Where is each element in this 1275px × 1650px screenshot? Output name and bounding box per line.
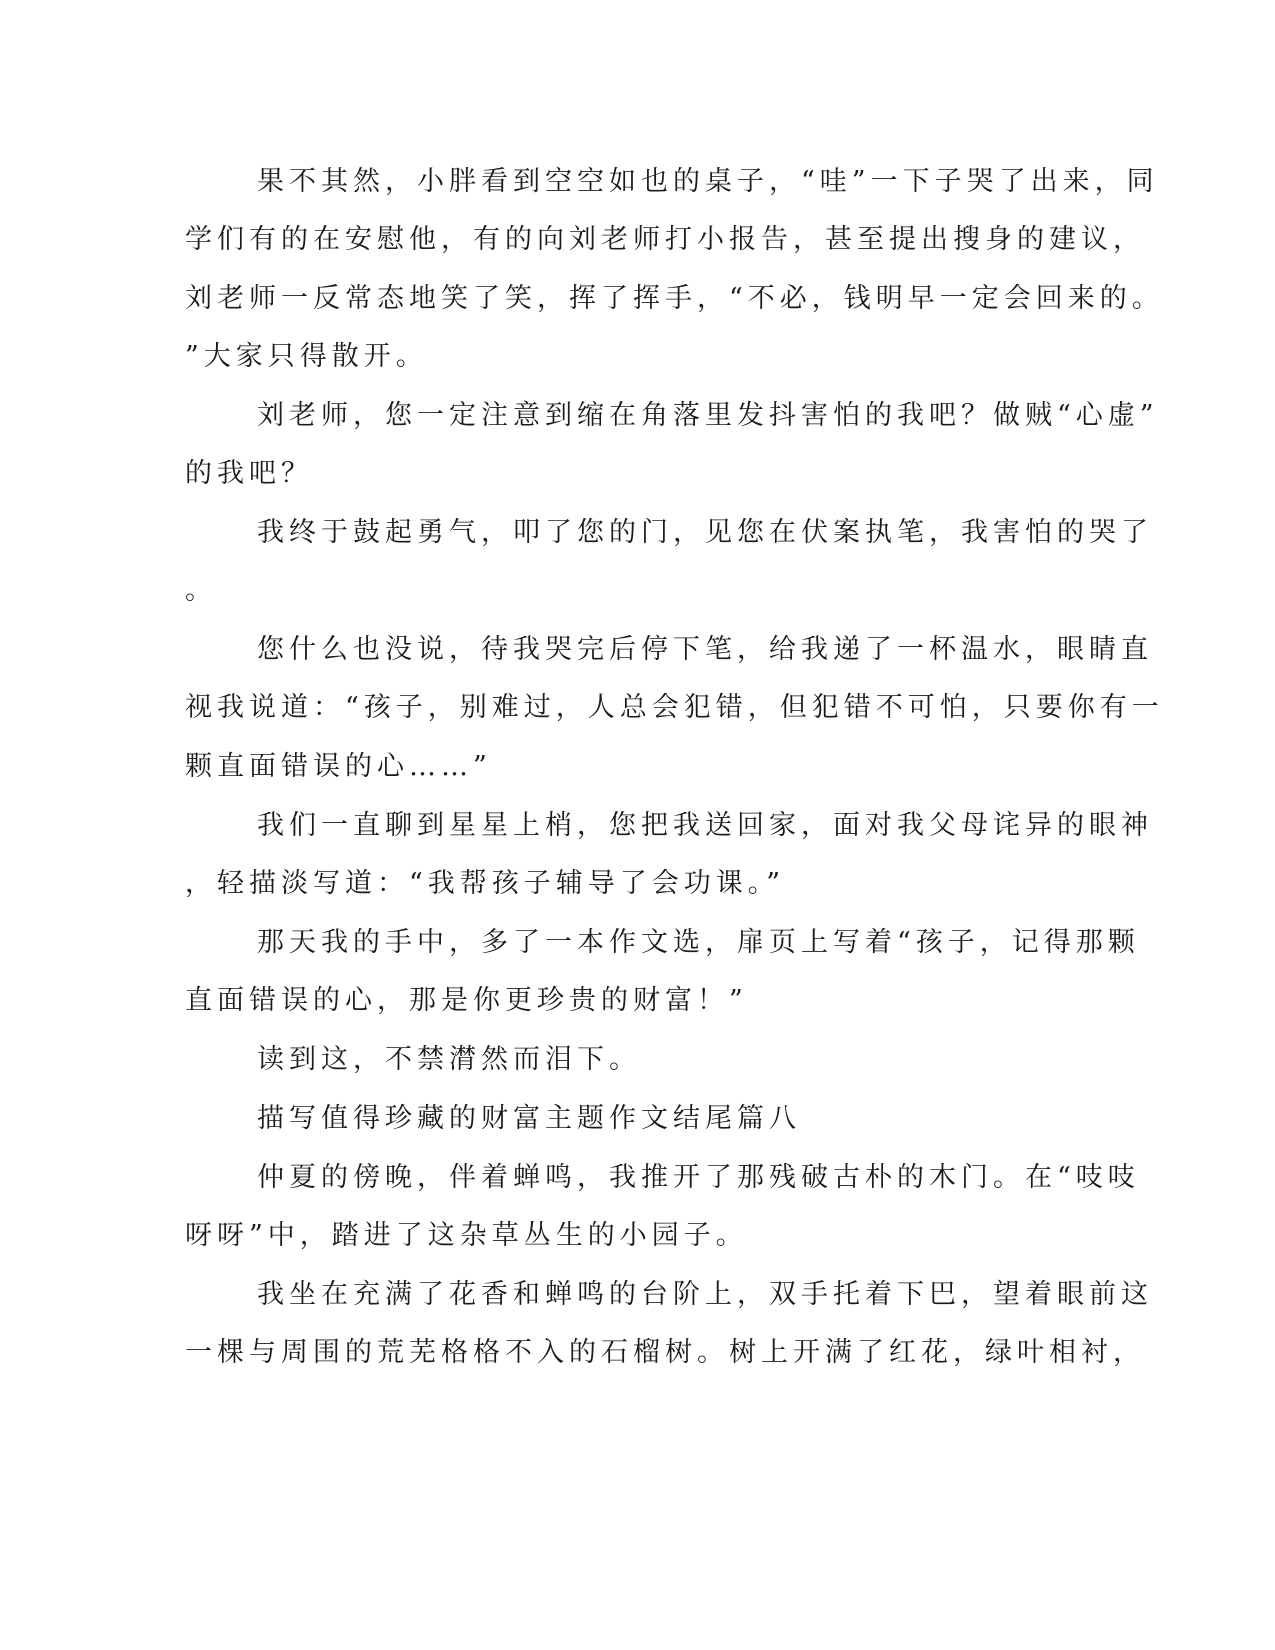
- text-line: 视我说道：“孩子，别难过，人总会犯错，但犯错不可怕，只要你有一: [185, 692, 1164, 723]
- text-line: ，轻描淡写道：“我帮孩子辅导了会功课。”: [185, 868, 786, 899]
- text-line: 仲夏的傍晚，伴着蝉鸣，我推开了那残破古朴的木门。在“吱吱: [257, 1162, 1140, 1193]
- text-line: 读到这，不禁潸然而泪下。: [257, 1044, 641, 1075]
- text-line: 我坐在充满了花香和蝉鸣的台阶上，双手托着下巴，望着眼前这: [257, 1279, 1153, 1310]
- text-line: 刘老师，您一定注意到缩在角落里发抖害怕的我吧？做贼“心虚”: [257, 400, 1159, 431]
- text-line: 。: [185, 575, 217, 606]
- text-line: 我们一直聊到星星上梢，您把我送回家，面对我父母诧异的眼神: [257, 810, 1153, 841]
- text-line: 直面错误的心，那是你更珍贵的财富！”: [185, 985, 748, 1016]
- text-line: 一棵与周围的荒芜格格不入的石榴树。树上开满了红花，绿叶相衬，: [185, 1337, 1145, 1368]
- text-line: 学们有的在安慰他，有的向刘老师打小报告，甚至提出搜身的建议，: [185, 224, 1145, 255]
- text-line: 刘老师一反常态地笑了笑，挥了挥手，“不必，钱明早一定会回来的。: [185, 283, 1164, 314]
- section-heading: 描写值得珍藏的财富主题作文结尾篇八: [257, 1103, 801, 1134]
- text-line: 我终于鼓起勇气，叩了您的门，见您在伏案执笔，我害怕的哭了: [257, 517, 1153, 548]
- text-line: 颗直面错误的心……”: [185, 751, 492, 782]
- text-line: 您什么也没说，待我哭完后停下笔，给我递了一杯温水，眼睛直: [257, 634, 1153, 665]
- text-line: 的我吧？: [185, 458, 313, 489]
- text-line: 果不其然，小胖看到空空如也的桌子，“哇”一下子哭了出来，同: [257, 166, 1159, 197]
- text-line: 呀呀”中，踏进了这杂草丛生的小园子。: [185, 1220, 748, 1251]
- text-line: ”大家只得散开。: [185, 341, 428, 372]
- text-line: 那天我的手中，多了一本作文选，扉页上写着“孩子，记得那颗: [257, 927, 1140, 958]
